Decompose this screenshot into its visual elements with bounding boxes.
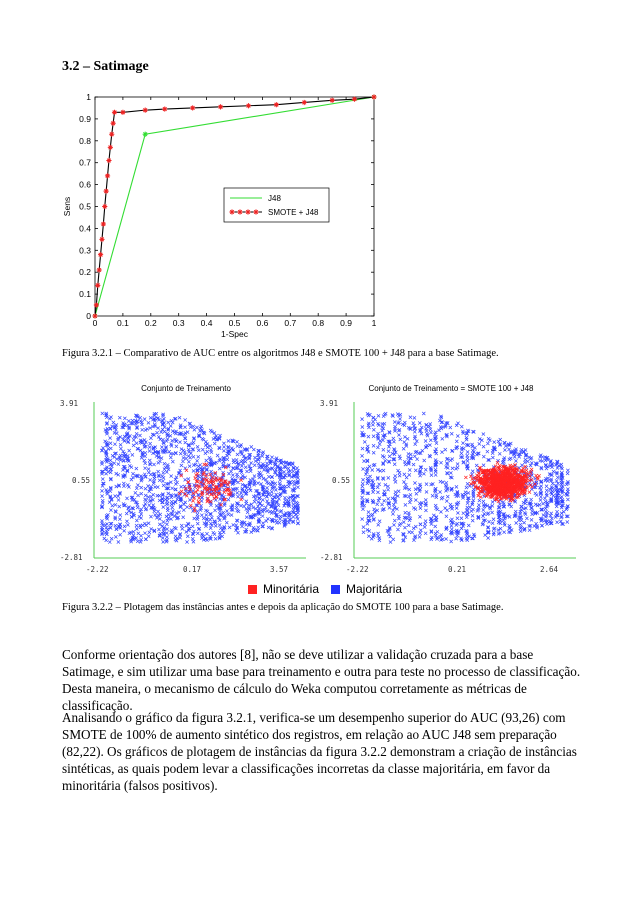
x-tick-label: 3.57 xyxy=(269,565,288,574)
y-tick-label: 3.91 xyxy=(60,399,79,408)
y-tick-label: 0.7 xyxy=(79,157,91,168)
section-heading: 3.2 – Satimage xyxy=(62,59,149,74)
x-tick-label: -2.22 xyxy=(346,565,369,574)
y-tick-label: 0.3 xyxy=(79,245,91,256)
x-tick-label: 0.21 xyxy=(447,565,467,574)
legend-minority xyxy=(248,582,319,596)
y-tick-label: -2.81 xyxy=(320,553,343,562)
y-tick-label: 0.5 xyxy=(79,201,91,212)
y-tick-label: -2.81 xyxy=(60,553,83,562)
x-tick-label: 0.1 xyxy=(116,318,129,328)
paragraph-1 xyxy=(62,646,582,714)
figure-caption-2: Figura 3.2.2 – Plotagem das instâncias antes e depois da aplicação do SMOTE 100 para a base Satimage. xyxy=(62,602,504,613)
figure-caption-1: Figura 3.2.1 – Comparativo de AUC entre os algoritmos J48 e SMOTE 100 + J48 para a base Satimage. xyxy=(62,348,499,359)
y-tick-label: 0.6 xyxy=(79,179,91,190)
legend-label-0: J48 xyxy=(268,194,281,203)
series-marker-1 xyxy=(99,237,104,242)
y-tick-label: 1 xyxy=(86,92,91,102)
scatter-title: Conjunto de Treinamento = SMOTE 100 + J48 xyxy=(368,384,534,393)
y-tick-label: 0.8 xyxy=(79,135,91,146)
plot-background xyxy=(317,394,585,579)
x-tick-label: 0.17 xyxy=(182,565,202,574)
minority-swatch-icon xyxy=(248,585,257,594)
scatter-legend xyxy=(248,582,402,596)
scatter-before xyxy=(56,380,316,580)
x-tick-label: 0.8 xyxy=(312,318,325,328)
paragraph-1-text: Conforme orientação dos autores [8], não se deve utilizar a validação cruzada para a base Satimage, e sim utilizar uma base para treinamento e outra para teste no processo de classificação. Desta maneira, o mecanismo de cálculo do Weka computou corretamente as métricas de classificação. xyxy=(62,647,581,713)
y-axis-label: Sens xyxy=(62,196,72,217)
x-tick-label: 2.64 xyxy=(539,565,558,574)
plot-background xyxy=(57,394,315,579)
y-tick-label: 3.91 xyxy=(320,399,339,408)
x-axis-label: 1-Spec xyxy=(221,329,248,339)
y-tick-label: 0.1 xyxy=(79,289,91,300)
x-tick-label: 0.6 xyxy=(256,318,269,328)
x-tick-label: 0.2 xyxy=(144,318,157,328)
legend-majority-label: Majoritária xyxy=(346,582,403,596)
x-tick-label: 0.9 xyxy=(340,318,353,328)
y-tick-label: 0 xyxy=(86,311,91,321)
x-tick-label: -2.22 xyxy=(86,565,109,574)
y-tick-label: 0.4 xyxy=(79,223,91,234)
series-marker-1 xyxy=(94,302,99,307)
scatter-after xyxy=(316,380,586,580)
y-tick-label: 0.9 xyxy=(79,113,91,124)
legend-minority-label: Minoritária xyxy=(263,582,320,596)
series-marker-1 xyxy=(371,94,376,99)
y-tick-label: 0.55 xyxy=(71,476,90,485)
x-tick-label: 0 xyxy=(92,318,98,328)
x-tick-label: 0.4 xyxy=(200,318,213,328)
y-tick-label: 0.2 xyxy=(79,267,91,278)
paragraph-2 xyxy=(62,709,582,794)
x-tick-label: 0.5 xyxy=(228,318,241,328)
series-marker-1 xyxy=(104,189,109,194)
legend-label-1: SMOTE + J48 xyxy=(268,208,319,217)
x-tick-label: 0.3 xyxy=(172,318,185,328)
paragraph-2-text: Analisando o gráfico da figura 3.2.1, verifica-se um desempenho superior do AUC (93,26) com SMOTE de 100% de aumento sintético dos registros, em relação ao AUC J48 sem preparação (82,22). Os gráficos de plotagem de instâncias da figura 3.2.2 demonstram a criação de instâncias sintéticas, as quais podem levar a classificações incorretas da classe majoritária, em favor da minoritária (falsos positivos). xyxy=(62,710,577,793)
roc-chart xyxy=(56,88,386,350)
majority-swatch-icon xyxy=(331,585,340,594)
x-tick-label: 0.7 xyxy=(284,318,297,328)
x-tick-label: 1 xyxy=(371,318,377,328)
y-tick-label: 0.55 xyxy=(331,476,350,485)
legend-majority xyxy=(331,582,402,596)
series-marker-1 xyxy=(92,313,97,318)
scatter-title: Conjunto de Treinamento xyxy=(141,384,231,393)
